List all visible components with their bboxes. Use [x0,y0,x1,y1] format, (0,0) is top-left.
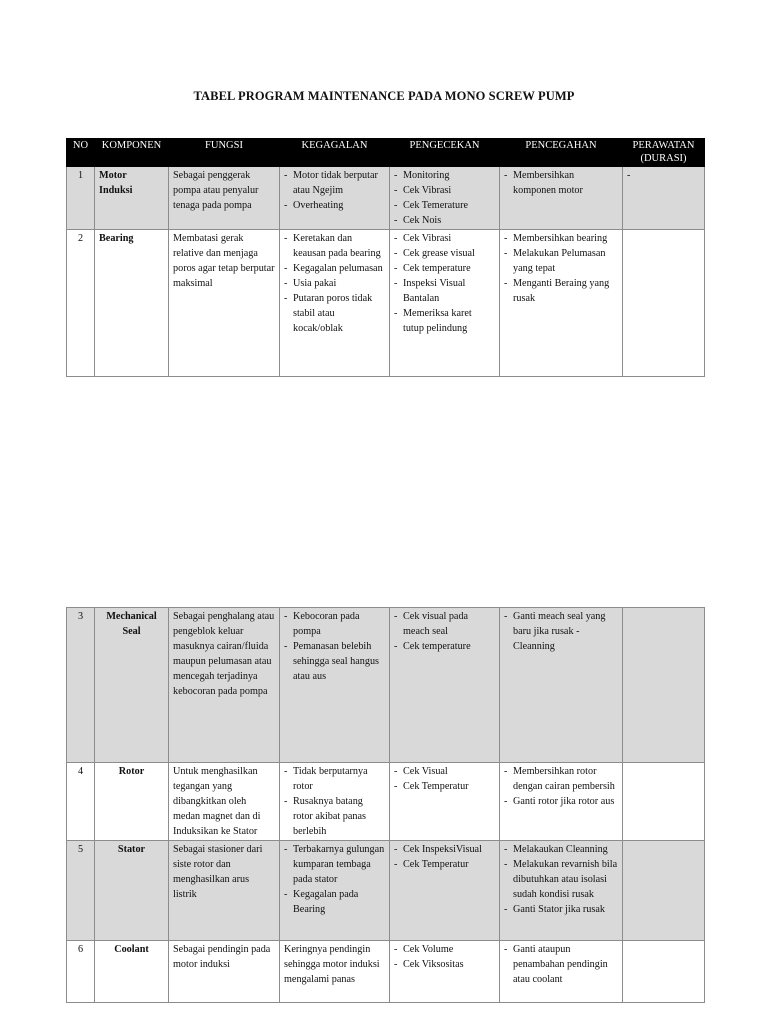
row-no: 5 [67,841,95,941]
pengecekan-item: - Cek visual pada meach seal [394,609,495,639]
kegagalan-item: - Tidak berputarnya rotor [284,764,385,794]
row-no: 3 [67,608,95,763]
pengecekan-item: - Cek Temerature [394,198,495,213]
header-no: NO [67,139,95,167]
header-perawatan-line2: (DURASI) [640,153,687,164]
row-fungsi: Sebagai pendingin pada motor induksi [169,941,280,1003]
kegagalan-item: - Kegagalan pelumasan [284,261,385,276]
row-fungsi: Sebagai penghalang atau pengeblok keluar masuknya cairan/fluida maupun pelumasan atau mencegah terjadinya kebocoran pada pompa [169,608,280,763]
row-perawatan [623,230,705,377]
row-perawatan: - [623,167,705,230]
komponen-line2: Induksi [99,185,133,196]
komponen-line1: Motor [99,170,127,181]
kegagalan-item: - Terbakarnya gulungan kumparan tembaga pada stator [284,842,385,887]
pencegahan-item: - Menganti Beraing yang rusak [504,276,618,306]
row-pengecekan [390,941,500,1003]
row-pencegahan [500,841,623,941]
row-no: 4 [67,763,95,841]
table-row-5 [67,841,705,941]
header-pencegahan: PENCEGAHAN [500,139,623,167]
pencegahan-item: - Ganti rotor jika rotor aus [504,794,618,809]
header-perawatan [623,139,705,167]
row-kegagalan [280,841,390,941]
row-perawatan [623,608,705,763]
row-perawatan [623,941,705,1003]
table-header-row [67,139,705,167]
komponen-line1: Rotor [118,766,145,777]
row-pengecekan [390,230,500,377]
pencegahan-item: - Ganti Stator jika rusak [504,902,618,917]
row-kegagalan [280,608,390,763]
row-komponen [95,230,169,377]
maintenance-table-part-2 [66,607,705,1003]
row-perawatan [623,841,705,941]
header-pengecekan: PENGECEKAN [390,139,500,167]
row-komponen [95,841,169,941]
table-row-3 [67,608,705,763]
pengecekan-item: - Inspeksi Visual Bantalan [394,276,495,306]
pencegahan-item: - Membersihkan rotor dengan cairan pembersih [504,764,618,794]
table-row-6 [67,941,705,1003]
row-pengecekan [390,608,500,763]
document-title: TABEL PROGRAM MAINTENANCE PADA MONO SCREW PUMP [193,89,575,103]
pencegahan-item: - Melakukan revarnish bila dibutuhkan atau isolasi sudah kondisi rusak [504,857,618,902]
row-kegagalan [280,167,390,230]
kegagalan-item: - Motor tidak berputar atau Ngejim [284,168,385,198]
row-no: 1 [67,167,95,230]
header-fungsi: FUNGSI [169,139,280,167]
pencegahan-item: - Membersihkan komponen motor [504,168,618,198]
row-kegagalan: Keringnya pendingin sehingga motor induksi mengalami panas [280,941,390,1003]
pengecekan-item: - Cek grease visual [394,246,495,261]
table-row-1 [67,167,705,230]
kegagalan-item: - Usia pakai [284,276,385,291]
kegagalan-item: - Pemanasan belebih sehingga seal hangus atau aus [284,639,385,684]
header-kegagalan: KEGAGALAN [280,139,390,167]
row-pengecekan [390,763,500,841]
pengecekan-item: - Cek Visual [394,764,495,779]
row-fungsi: Sebagai stasioner dari siste rotor dan menghasilkan arus listrik [169,841,280,941]
pengecekan-item: - Monitoring [394,168,495,183]
pengecekan-item: - Cek Viksositas [394,957,495,972]
row-pencegahan [500,608,623,763]
pengecekan-item: - Cek Vibrasi [394,183,495,198]
row-pencegahan [500,941,623,1003]
row-pengecekan [390,167,500,230]
pengecekan-item: - Memeriksa karet tutup pelindung [394,306,495,336]
row-no: 2 [67,230,95,377]
pengecekan-item: - Cek Vibrasi [394,231,495,246]
pengecekan-item: - Cek temperature [394,639,495,654]
row-komponen [95,608,169,763]
kegagalan-item: - Rusaknya batang rotor akibat panas berlebih [284,794,385,839]
table-row-4 [67,763,705,841]
row-pencegahan [500,167,623,230]
row-pencegahan [500,230,623,377]
kegagalan-item: - Keretakan dan keausan pada bearing [284,231,385,261]
row-kegagalan [280,763,390,841]
kegagalan-item: - Kebocoran pada pompa [284,609,385,639]
pencegahan-item: - Ganti ataupun penambahan pendingin atau coolant [504,942,618,987]
komponen-line2: Seal [122,626,141,637]
komponen-line1: Stator [117,844,146,855]
row-no: 6 [67,941,95,1003]
row-fungsi: Membatasi gerak relative dan menjaga poros agar tetap berputar maksimal [169,230,280,377]
komponen-line1: Coolant [114,944,149,955]
table-row-2 [67,230,705,377]
row-komponen [95,763,169,841]
kegagalan-item: - Putaran poros tidak stabil atau kocak/oblak [284,291,385,336]
row-fungsi: Sebagai penggerak pompa atau penyalur tenaga pada pompa [169,167,280,230]
pengecekan-item: - Cek Volume [394,942,495,957]
pencegahan-item: - Melakukan Pelumasan yang tepat [504,246,618,276]
row-komponen [95,167,169,230]
maintenance-table-part-1 [66,138,705,377]
komponen-line1: Bearing [99,233,134,244]
row-perawatan [623,763,705,841]
row-pencegahan [500,763,623,841]
komponen-line1: Mechanical [106,611,157,622]
row-kegagalan [280,230,390,377]
pengecekan-item: - Cek Nois [394,213,495,228]
header-komponen: KOMPONEN [95,139,169,167]
header-perawatan-line1: PERAWATAN [632,140,695,151]
kegagalan-item: - Overheating [284,198,385,213]
pengecekan-item: - Cek Temperatur [394,857,495,872]
row-fungsi: Untuk menghasilkan tegangan yang dibangkitkan oleh medan magnet dan di Induksikan ke Stator [169,763,280,841]
kegagalan-item: - Kegagalan pada Bearing [284,887,385,917]
row-komponen [95,941,169,1003]
pencegahan-item: - Melakaukan Cleanning [504,842,618,857]
pengecekan-item: - Cek temperature [394,261,495,276]
pengecekan-item: - Cek Temperatur [394,779,495,794]
pencegahan-item: - Ganti meach seal yang baru jika rusak -Cleanning [504,609,618,654]
pencegahan-item: - Membersihkan bearing [504,231,618,246]
row-pengecekan [390,841,500,941]
pengecekan-item: - Cek InspeksiVisual [394,842,495,857]
